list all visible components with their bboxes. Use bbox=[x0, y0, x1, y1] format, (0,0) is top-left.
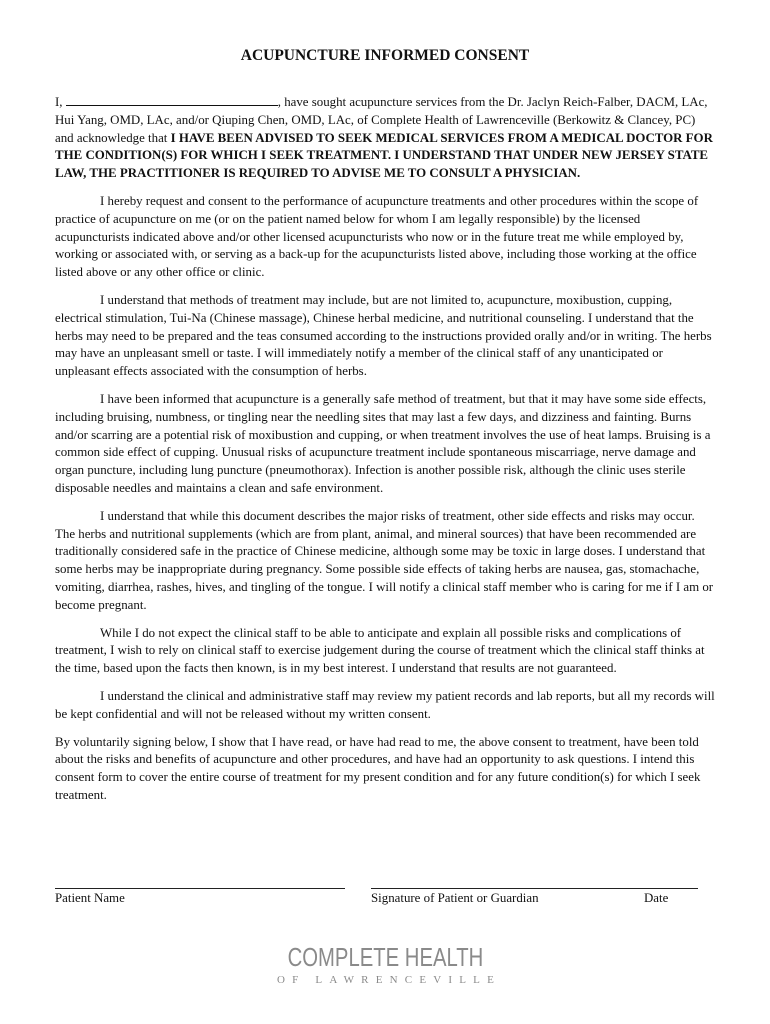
signature-line[interactable] bbox=[371, 888, 698, 889]
consent-paragraph-1: I hereby request and consent to the performance of acupuncture treatments and other procedures within the scope of practice of acupuncture on me (or on the patient named below for whom I am legally responsible) by the licensed acupuncturists indicated above and/or other licensed acupuncturists who now or in the future treat me while employed by, working or associated with, or serving as a back-up for the acupuncturists listed above, including those working at the office listed above or any other office or clinic. bbox=[55, 193, 699, 280]
patient-name-label: Patient Name bbox=[55, 891, 125, 905]
intro-paragraph bbox=[55, 93, 715, 183]
document-title: ACUPUNCTURE INFORMED CONSENT bbox=[240, 47, 530, 64]
date-label: Date bbox=[644, 891, 669, 905]
intro-middle: , have sought acupuncture services from the Dr. Jaclyn Reich-Falber, DACM, LAc, Hui Yang, OMD, LAc, and/or Qiuping Chen, OMD, LAc, of Complete Health of Lawrenceville (Berkowitz & Clancey, PC) and acknowledge that bbox=[55, 95, 708, 145]
consent-paragraph-5: While I do not expect the clinical staff to be able to anticipate and explain all possible risks and complications of treatment, I wish to rely on clinical staff to exercise judgement during the course of treatment which the clinical staff thinks at the time, based upon the facts then known, is in my best interest. I understand that results are not guaranteed. bbox=[55, 625, 705, 676]
logo-main-text: COMPLETE HEALTH bbox=[287, 942, 483, 972]
signature-section bbox=[55, 876, 715, 916]
consent-paragraph-3: I have been informed that acupuncture is a generally safe method of treatment, but that it may have some side effects, including bruising, numbness, or tingling near the needling sites that may last a few days, and dizziness and fainting. Burns and/or scarring are a potential risk of moxibustion and cupping, or when treatment involves the use of heat lamps. Bruising is a common side effect of cupping. Unusual risks of acupuncture treatment include spontaneous miscarriage, nerve damage and organ puncture, including lung puncture (pneumothorax). Infection is another possible risk, although the clinic uses sterile disposable needles and maintains a clean and safe environment. bbox=[55, 391, 711, 495]
intro-start: I, bbox=[55, 95, 66, 109]
consent-paragraph-6: I understand the clinical and administrative staff may review my patient records and lab reports, but all my records will be kept confidential and will not be released without my written consent. bbox=[55, 688, 715, 721]
patient-name-line[interactable] bbox=[55, 888, 345, 889]
closing-paragraph: By voluntarily signing below, I show that I have read, or have had read to me, the above consent to treatment, have been told about the risks and benefits of acupuncture and other procedures, and have had an opportunity to ask questions. I intend this consent form to cover the entire course of treatment for my present condition and for any future condition(s) for which I seek treatment. bbox=[55, 734, 701, 802]
patient-name-blank[interactable] bbox=[66, 93, 278, 106]
consent-paragraph-2: I understand that methods of treatment may include, but are not limited to, acupuncture, moxibustion, cupping, electrical stimulation, Tui-Na (Chinese massage), Chinese herbal medicine, and nutritional counseling. I understand that the herbs may need to be prepared and the teas consumed according to the instructions provided orally and/or in writing. The herbs may have an unpleasant smell or taste. I will immediately notify a member of the clinical staff of any unanticipated or unpleasant effects associated with the consumption of herbs. bbox=[55, 292, 712, 379]
logo-sub-text: OF LAWRENCEVILLE bbox=[277, 973, 501, 986]
document-body bbox=[55, 93, 715, 815]
signature-label: Signature of Patient or Guardian bbox=[371, 891, 539, 905]
clinic-logo bbox=[0, 944, 770, 988]
consent-paragraph-4: I understand that while this document describes the major risks of treatment, other side effects and risks may occur. The herbs and nutritional supplements (which are from plant, animal, and mineral sources) that have been recommended are traditionally considered safe in the practice of Chinese medicine, although some may be toxic in large doses. I understand that some herbs may be inappropriate during pregnancy. Some possible side effects of taking herbs are nausea, gas, stomachache, vomiting, diarrhea, rashes, hives, and tingling of the tongue. I will notify a clinical staff member who is caring for me if I am or become pregnant. bbox=[55, 508, 714, 612]
intro-bold-statement: I HAVE BEEN ADVISED TO SEEK MEDICAL SERVICES FROM A MEDICAL DOCTOR FOR THE CONDITION(S) FOR WHICH I SEEK TREATMENT. I UNDERSTAND THAT UNDER NEW JERSEY STATE LAW, THE PRACTITIONER IS REQUIRED TO ADVISE ME TO CONSULT A PHYSICIAN. bbox=[55, 130, 713, 181]
